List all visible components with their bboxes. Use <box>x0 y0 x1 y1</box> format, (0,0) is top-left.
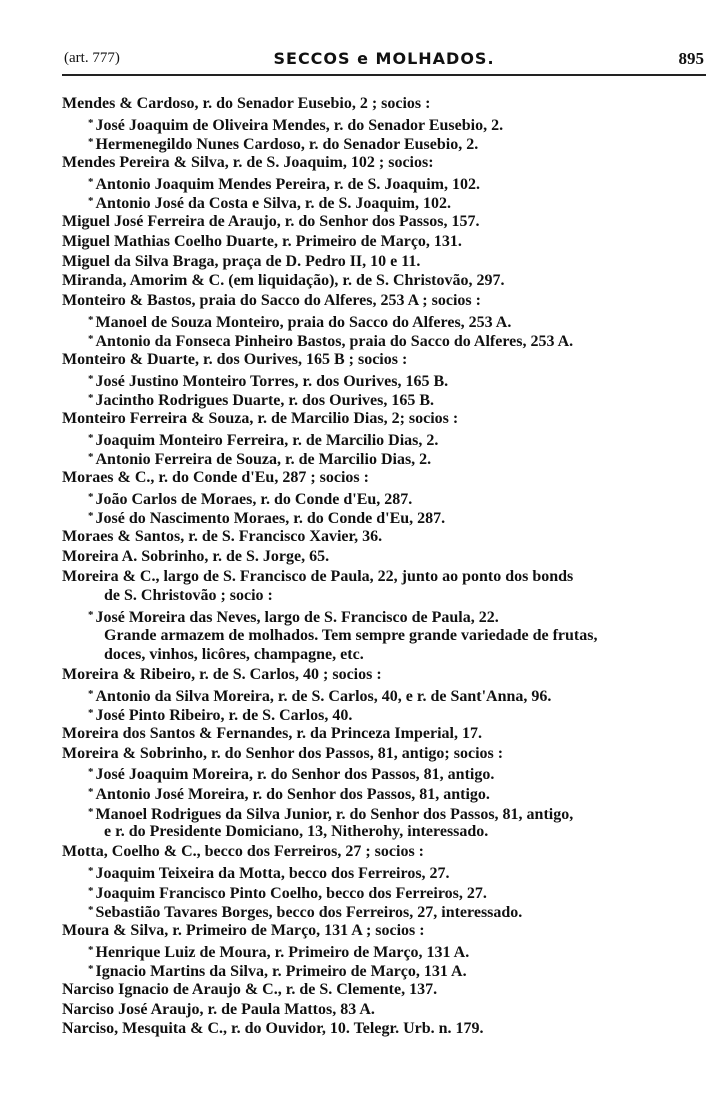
partner-entry <box>62 685 712 705</box>
entry-text: Joaquim Teixeira da Motta, becco dos Ferreiros, 27. <box>95 864 450 882</box>
directory-entry <box>62 744 712 764</box>
directory-entry <box>62 212 712 232</box>
page-header <box>62 48 706 76</box>
partner-entry <box>62 763 712 783</box>
entry-text: Antonio José da Costa e Silva, r. de S. Joaquim, 102. <box>95 195 451 213</box>
entry-text: Manoel de Souza Monteiro, praia do Sacco do Alferes, 253 A. <box>95 313 512 331</box>
entry-text: Miguel Mathias Coelho Duarte, r. Primeiro de Março, 131. <box>62 232 462 250</box>
entry-text: José Pinto Ribeiro, r. de S. Carlos, 40. <box>95 707 353 725</box>
asterisk-mark: * <box>88 490 94 503</box>
entry-text: Motta, Coelho & C., becco dos Ferreiros, 27 ; socios : <box>62 843 424 861</box>
entry-text: José do Nascimento Moraes, r. do Conde d'Eu, 287. <box>95 510 446 528</box>
entry-text: Antonio da Silva Moreira, r. de S. Carlos, 40, e r. de Sant'Anna, 96. <box>95 687 552 705</box>
entry-text: Miguel José Ferreira de Araujo, r. do Senhor dos Passos, 157. <box>62 213 480 231</box>
entry-text: Moreira A. Sobrinho, r. de S. Jorge, 65. <box>62 547 330 565</box>
entry-text: Antonio José Moreira, r. do Senhor dos Passos, 81, antigo. <box>95 786 490 804</box>
directory-entry <box>62 527 712 547</box>
directory-entry <box>62 94 712 114</box>
directory-entry <box>62 468 712 488</box>
partner-entry <box>62 862 712 882</box>
entry-text: Jacintho Rodrigues Duarte, r. dos Ourives, 165 B. <box>95 392 435 410</box>
asterisk-mark: * <box>88 431 94 444</box>
asterisk-mark: * <box>88 884 94 897</box>
asterisk-mark: * <box>88 116 94 129</box>
directory-entry <box>62 567 712 587</box>
directory-entry <box>62 1019 712 1039</box>
asterisk-mark: * <box>88 687 94 700</box>
partner-entry <box>62 488 712 508</box>
asterisk-mark: * <box>88 805 94 818</box>
entry-continuation <box>62 645 712 665</box>
partner-entry <box>62 882 712 902</box>
entry-text: Monteiro & Bastos, praia do Sacco do Alferes, 253 A ; socios : <box>62 291 481 309</box>
partner-entry <box>62 704 712 724</box>
entry-text: Narciso José Araujo, r. de Paula Mattos, 83 A. <box>62 1000 375 1018</box>
entry-text: José Joaquim Moreira, r. do Senhor dos Passos, 81, antigo. <box>95 766 495 784</box>
directory-entry <box>62 409 712 429</box>
directory-entry <box>62 271 712 291</box>
entry-text: Sebastião Tavares Borges, becco dos Ferreiros, 27, interessado. <box>95 904 523 922</box>
asterisk-mark: * <box>88 333 94 346</box>
partner-entry <box>62 389 712 409</box>
asterisk-mark: * <box>88 864 94 877</box>
directory-entry <box>62 291 712 311</box>
asterisk-mark: * <box>88 136 94 149</box>
directory-entry <box>62 350 712 370</box>
entry-text: João Carlos de Moraes, r. do Conde d'Eu, 287. <box>95 490 413 508</box>
directory-entry <box>62 252 712 272</box>
entry-text: Mendes Pereira & Silva, r. de S. Joaquim, 102 ; socios: <box>62 154 434 172</box>
entry-text: Grande armazem de molhados. Tem sempre grande variedade de frutas, <box>104 626 598 644</box>
partner-entry <box>62 429 712 449</box>
entry-text: e r. do Presidente Domiciano, 13, Nitherohy, interessado. <box>104 823 489 841</box>
partner-entry <box>62 114 712 134</box>
asterisk-mark: * <box>88 392 94 405</box>
asterisk-mark: * <box>88 766 94 779</box>
partner-entry <box>62 606 712 626</box>
entry-text: Miranda, Amorim & C. (em liquidação), r. de S. Christovão, 297. <box>62 272 505 290</box>
entry-continuation <box>62 626 712 646</box>
entry-text: Joaquim Francisco Pinto Coelho, becco dos Ferreiros, 27. <box>95 884 487 902</box>
asterisk-mark: * <box>88 963 94 976</box>
partner-entry <box>62 192 712 212</box>
entry-text: Antonio Joaquim Mendes Pereira, r. de S. Joaquim, 102. <box>95 175 480 193</box>
directory-entry <box>62 547 712 567</box>
directory-entry <box>62 1000 712 1020</box>
partner-entry <box>62 783 712 803</box>
asterisk-mark: * <box>88 943 94 956</box>
directory-entry <box>62 842 712 862</box>
directory-entry <box>62 232 712 252</box>
partner-entry <box>62 370 712 390</box>
entry-text: José Justino Monteiro Torres, r. dos Ourives, 165 B. <box>95 372 449 390</box>
entry-text: Moreira & Ribeiro, r. de S. Carlos, 40 ; socios : <box>62 665 382 683</box>
entry-text: Monteiro & Duarte, r. dos Ourives, 165 B ; socios : <box>62 350 408 368</box>
entry-text: Ignacio Martins da Silva, r. Primeiro de Março, 131 A. <box>95 963 467 981</box>
partner-entry <box>62 448 712 468</box>
entry-text: doces, vinhos, licôres, champagne, etc. <box>104 646 364 664</box>
entry-text: Miguel da Silva Braga, praça de D. Pedro II, 10 e 11. <box>62 252 421 270</box>
partner-entry <box>62 173 712 193</box>
entry-continuation <box>62 822 712 842</box>
partner-entry <box>62 330 712 350</box>
entry-text: Hermenegildo Nunes Cardoso, r. do Senador Eusebio, 2. <box>95 136 479 154</box>
entry-text: de S. Christovão ; socio : <box>104 587 273 605</box>
partner-entry <box>62 901 712 921</box>
asterisk-mark: * <box>88 175 94 188</box>
entry-text: Manoel Rodrigues da Silva Junior, r. do Senhor dos Passos, 81, antigo, <box>95 805 574 823</box>
directory-entry <box>62 724 712 744</box>
entry-text: Moraes & C., r. do Conde d'Eu, 287 ; socios : <box>62 469 369 487</box>
entry-text: Joaquim Monteiro Ferreira, r. de Marcilio Dias, 2. <box>95 431 439 449</box>
section-title: SECCOS e MOLHADOS. <box>273 49 495 68</box>
entry-text: Moreira dos Santos & Fernandes, r. da Princeza Imperial, 17. <box>62 725 482 742</box>
entry-text: Mendes & Cardoso, r. do Senador Eusebio, 2 ; socios : <box>62 95 431 112</box>
partner-entry <box>62 507 712 527</box>
directory-entry <box>62 665 712 685</box>
asterisk-mark: * <box>88 372 94 385</box>
article-ref: (art. 777) <box>64 50 120 66</box>
entry-text: Moreira & Sobrinho, r. do Senhor dos Passos, 81, antigo; socios : <box>62 744 504 762</box>
entry-text: Narciso Ignacio de Araujo & C., r. de S. Clemente, 137. <box>62 980 438 998</box>
asterisk-mark: * <box>88 451 94 464</box>
asterisk-mark: * <box>88 195 94 208</box>
asterisk-mark: * <box>88 904 94 917</box>
partner-entry <box>62 803 712 823</box>
entry-text: Moreira & C., largo de S. Francisco de Paula, 22, junto ao ponto dos bonds <box>62 567 574 585</box>
directory-entry <box>62 153 712 173</box>
directory-entry <box>62 921 712 941</box>
entry-text: Monteiro Ferreira & Souza, r. de Marcilio Dias, 2; socios : <box>62 410 459 427</box>
asterisk-mark: * <box>88 608 94 621</box>
entry-continuation <box>62 586 712 606</box>
page-number: 895 <box>678 49 704 68</box>
entry-text: Antonio da Fonseca Pinheiro Bastos, praia do Sacco do Alferes, 253 A. <box>95 333 574 351</box>
entry-text: Narciso, Mesquita & C., r. do Ouvidor, 10. Telegr. Urb. n. 179. <box>62 1020 484 1038</box>
partner-entry <box>62 941 712 961</box>
directory-entry <box>62 980 712 1000</box>
directory-listing <box>62 94 712 1039</box>
entry-text: Moura & Silva, r. Primeiro de Março, 131 A ; socios : <box>62 921 425 939</box>
asterisk-mark: * <box>88 510 94 523</box>
asterisk-mark: * <box>88 786 94 799</box>
entry-text: José Joaquim de Oliveira Mendes, r. do Senador Eusebio, 2. <box>95 116 504 134</box>
asterisk-mark: * <box>88 313 94 326</box>
partner-entry <box>62 311 712 331</box>
entry-text: Henrique Luiz de Moura, r. Primeiro de Março, 131 A. <box>95 943 470 961</box>
entry-text: Moraes & Santos, r. de S. Francisco Xavier, 36. <box>62 528 383 546</box>
entry-text: José Moreira das Neves, largo de S. Francisco de Paula, 22. <box>95 608 499 626</box>
partner-entry <box>62 133 712 153</box>
entry-text: Antonio Ferreira de Souza, r. de Marcilio Dias, 2. <box>95 451 432 469</box>
partner-entry <box>62 960 712 980</box>
asterisk-mark: * <box>88 707 94 720</box>
